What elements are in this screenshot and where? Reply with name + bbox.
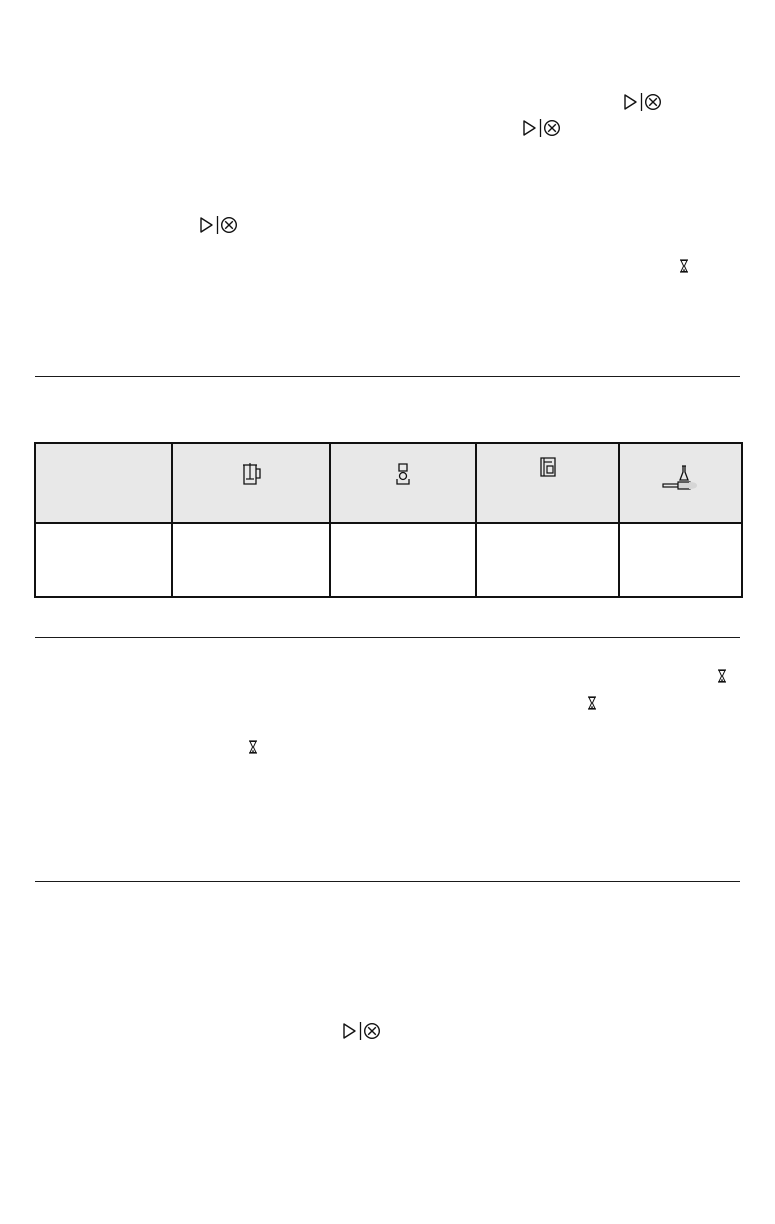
table-header-cell	[619, 443, 742, 523]
table-cell	[172, 523, 330, 597]
play-cancel-icon	[198, 215, 238, 235]
espresso-portafilter-icon	[661, 464, 701, 492]
table-cell	[330, 523, 476, 597]
table-header-cell	[476, 443, 619, 523]
section-divider	[35, 881, 740, 882]
play-cancel-icon	[341, 1021, 381, 1041]
hourglass-icon	[587, 696, 597, 710]
grind-setting-table	[34, 442, 743, 598]
table-cell	[619, 523, 742, 597]
play-cancel-icon	[521, 118, 561, 138]
hourglass-icon	[717, 669, 727, 683]
table-header-cell	[172, 443, 330, 523]
section-divider	[35, 376, 740, 377]
table-cell	[476, 523, 619, 597]
section-divider	[35, 637, 740, 638]
pour-over-icon	[394, 462, 412, 486]
table-header-row	[35, 443, 742, 523]
table-row	[35, 523, 742, 597]
table-cell	[35, 523, 172, 597]
play-cancel-icon	[622, 92, 662, 112]
hourglass-icon	[248, 740, 258, 754]
french-press-icon	[240, 462, 262, 486]
table-header-cell	[330, 443, 476, 523]
table-header-cell	[35, 443, 172, 523]
drip-coffee-maker-icon	[538, 456, 558, 478]
hourglass-icon	[679, 259, 689, 273]
